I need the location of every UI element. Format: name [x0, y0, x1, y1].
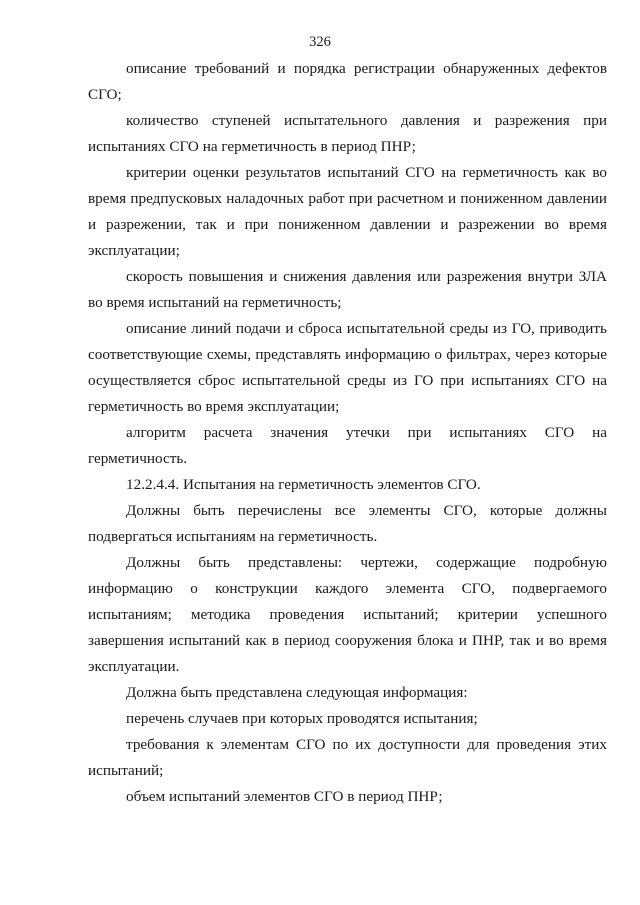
section-heading-12-2-4-4: 12.2.4.4. Испытания на герметичность элементов СГО. — [126, 476, 481, 493]
page-number: 326 — [309, 34, 331, 50]
paragraph-elements-list: Должны быть перечислены все элементы СГО, которые должны подвергаться испытаниям на герметичность. — [88, 502, 607, 545]
paragraph-evaluation-criteria: критерии оценки результатов испытаний СГО на герметичность как во время предпусковых наладочных работ при расчетном и пониженном давлении и разрежении, так и при пониженном давлении и разрежении во время эксплуатации; — [88, 164, 607, 259]
document-body — [88, 56, 607, 810]
paragraph-accessibility-requirements: требования к элементам СГО по их доступности для проведения этих испытаний; — [88, 736, 607, 779]
paragraph-test-scope: объем испытаний элементов СГО в период ПНР; — [126, 788, 443, 805]
paragraph-cases-list: перечень случаев при которых проводятся испытания; — [126, 710, 478, 727]
paragraph-pressure-rate: скорость повышения и снижения давления или разрежения внутри ЗЛА во время испытаний на герметичность; — [88, 268, 607, 311]
paragraph-leak-algorithm: алгоритм расчета значения утечки при испытаниях СГО на герметичность. — [88, 424, 607, 467]
paragraph-pressure-stages: количество ступеней испытательного давления и разрежения при испытаниях СГО на герметичность в период ПНР; — [88, 112, 607, 155]
paragraph-information-intro: Должна быть представлена следующая информация: — [126, 684, 468, 701]
paragraph-drawings-methodology: Должны быть представлены: чертежи, содержащие подробную информацию о конструкции каждого элемента СГО, подвергаемого испытаниям; методика проведения испытаний; критерии успешного завершения испытаний как в период сооружения блока и ПНР, так и во время эксплуатации. — [88, 554, 607, 675]
paragraph-defect-registration: описание требований и порядка регистрации обнаруженных дефектов СГО; — [88, 60, 607, 103]
paragraph-supply-discharge-lines: описание линий подачи и сброса испытательной среды из ГО, приводить соответствующие схемы, представлять информацию о фильтрах, через которые осуществляется сброс испытательной среды из ГО при испытаниях СГО на герметичность во время эксплуатации; — [88, 320, 607, 415]
